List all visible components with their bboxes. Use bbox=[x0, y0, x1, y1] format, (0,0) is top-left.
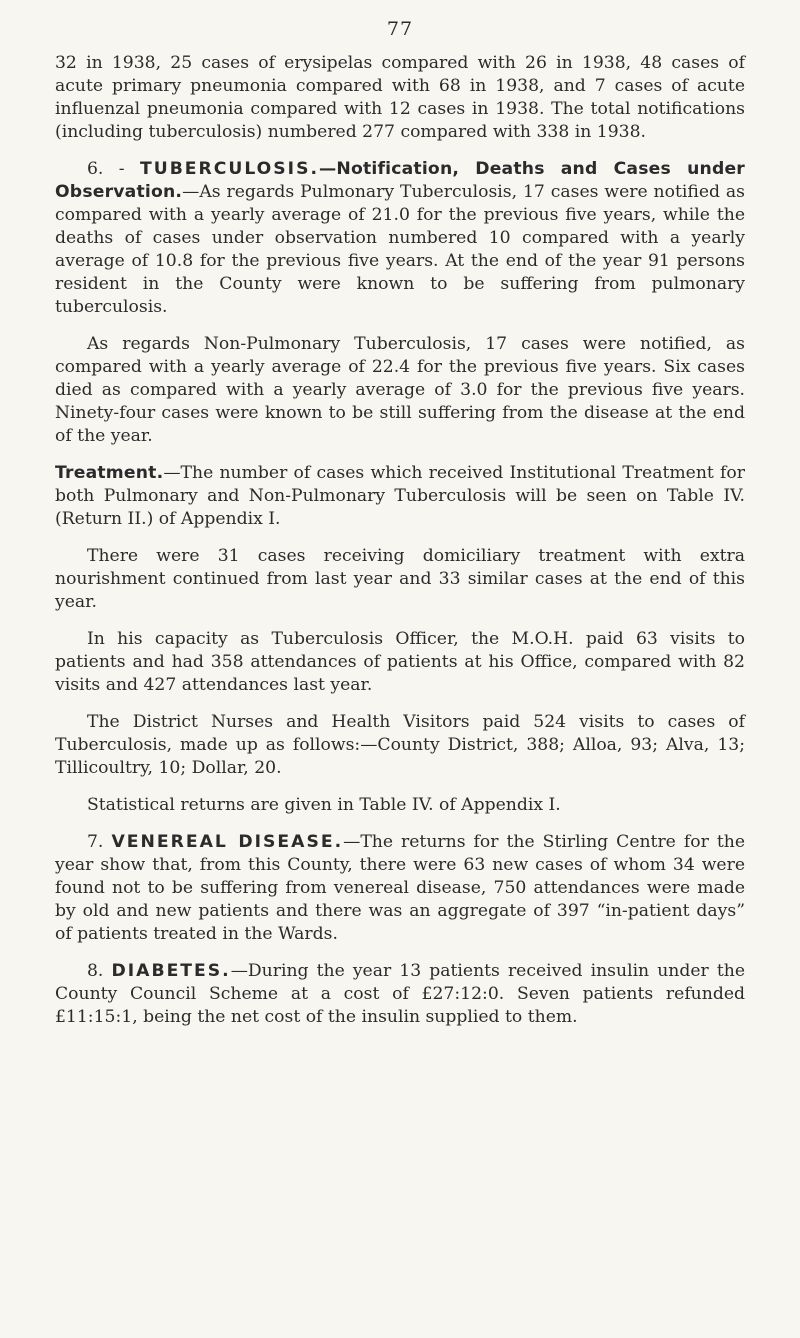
section-heading-tuberculosis: TUBERCULOSIS. bbox=[140, 159, 319, 179]
page-number: 77 bbox=[386, 18, 414, 40]
section-venereal-disease bbox=[55, 831, 745, 946]
paragraph-notifications-summary: 32 in 1938, 25 cases of erysipelas compared with 26 in 1938, 48 cases of acute primary pneumonia compared with 68 in 1938, and 7 cases of acute influenzal pneumonia compared with 12 cases in 1938. The total notifications (including tuberculosis) numbered 277 compared with 338 in 1938. bbox=[55, 53, 745, 142]
document-page bbox=[55, 18, 745, 1043]
section-heading-venereal-disease: VENEREAL DISEASE. bbox=[111, 832, 344, 852]
paragraph-treatment: —The number of cases which received Institutional Treatment for both Pulmonary and Non-Pulmonary Tuberculosis will be seen on Table IV. (Return II.) of Appendix I. bbox=[55, 463, 745, 529]
paragraph-non-pulmonary-tb: As regards Non-Pulmonary Tuberculosis, 17 cases were notified, as compared with a yearly average of 22.4 for the previous five years. Six cases died as compared with a yearly average of 3.0 for the previous five years. Ninety-four cases were known to be still suffering from the disease at the end of the year. bbox=[55, 334, 745, 446]
section-diabetes bbox=[55, 960, 745, 1029]
section-number: 8. bbox=[87, 961, 112, 981]
paragraph-nurse-visits: The District Nurses and Health Visitors paid 524 visits to cases of Tuberculosis, made up as follows:—County District, 388; Alloa, 93; Alva, 13; Tillicoultry, 10; Dollar, 20. bbox=[55, 712, 745, 778]
subheading-treatment: Treatment. bbox=[55, 463, 164, 483]
paragraph-venereal-disease: —The returns for the Stirling Centre for the year show that, from this County, there were 63 new cases of whom 34 were found not to be suffering from venereal disease, 750 attendances were made by old and new patients and there was an aggregate of 397 “in-patient days” of patients treated in the Wards. bbox=[55, 832, 745, 944]
paragraph-domiciliary-treatment: There were 31 cases receiving domiciliary treatment with extra nourishment continued from last year and 33 similar cases at the end of this year. bbox=[55, 546, 745, 612]
paragraph-tb-officer-visits: In his capacity as Tuberculosis Officer, the M.O.H. paid 63 visits to patients and had 358 attendances of patients at his Office, compared with 82 visits and 427 attendances last year. bbox=[55, 629, 745, 695]
paragraph-statistical-returns: Statistical returns are given in Table IV. of Appendix I. bbox=[87, 795, 561, 815]
section-tuberculosis bbox=[55, 158, 745, 319]
section-number: 7. bbox=[87, 832, 112, 852]
section-number: 6. - bbox=[87, 159, 141, 179]
section-heading-diabetes: DIABETES. bbox=[111, 961, 231, 981]
paragraph-pulmonary-tb: —As regards Pulmonary Tuberculosis, 17 cases were notified as compared with a yearly average of 21.0 for the previous five years, while the deaths of cases under observation numbered 10 compared with a yearly average of 10.8 for the previous five years. At the end of the year 91 persons resident in the County were known to be suffering from pulmonary tuberculosis. bbox=[55, 182, 745, 317]
section-treatment bbox=[55, 462, 745, 531]
subheading-notification: —Notification, Deaths and Cases under Observation. bbox=[55, 159, 745, 202]
paragraph-diabetes: —During the year 13 patients received insulin under the County Council Scheme at a cost of £27:12:0. Seven patients refunded £11:15:1, being the net cost of the insulin supplied to them. bbox=[55, 961, 745, 1027]
